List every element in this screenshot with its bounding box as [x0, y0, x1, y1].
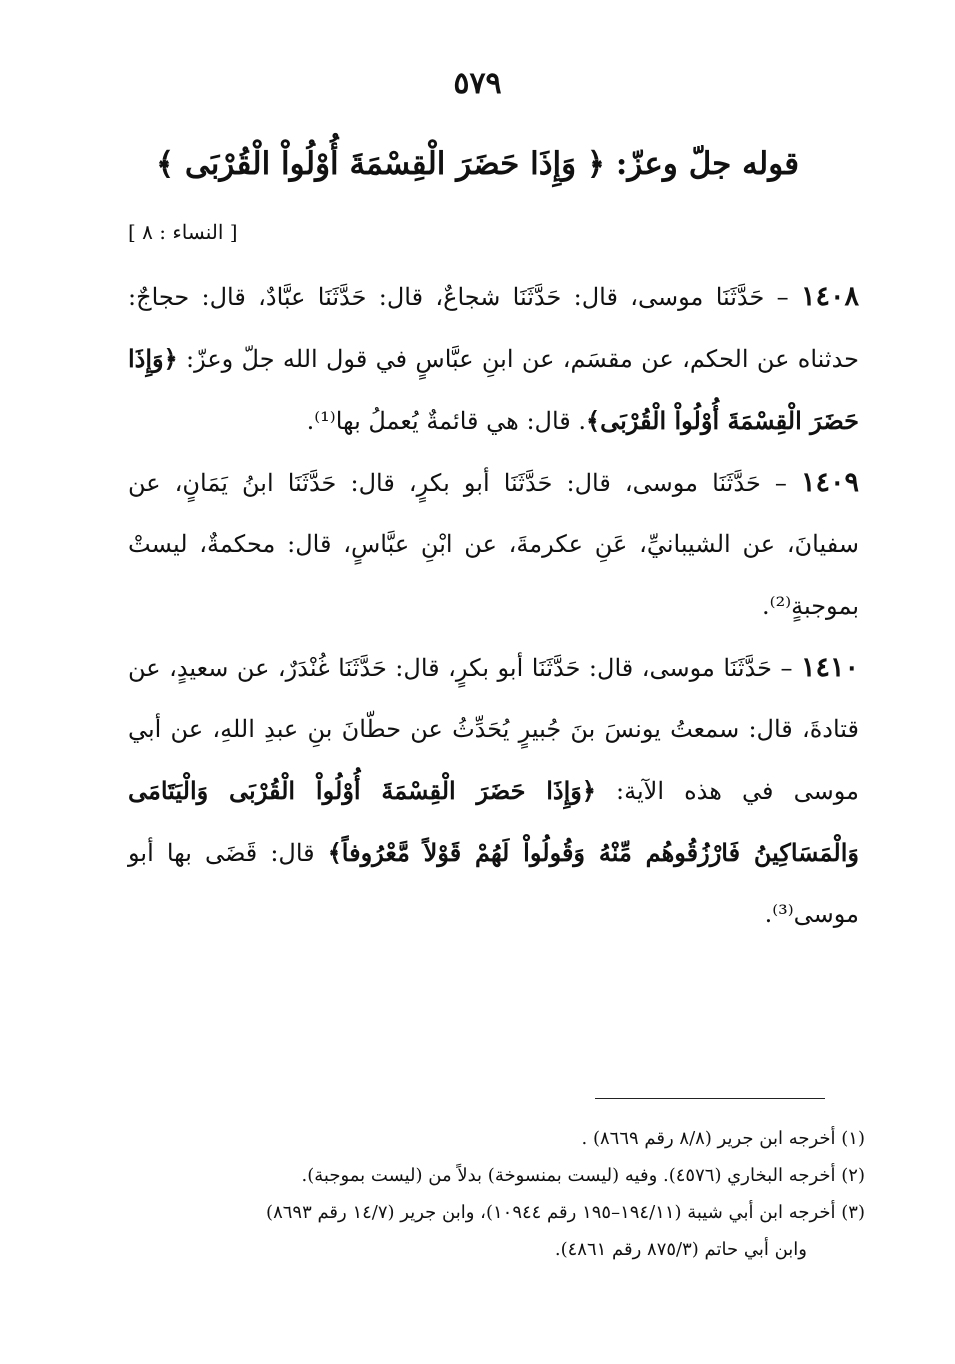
hadith-verse: ﴿وَإِذَا حَضَرَ الْقِسْمَةَ أُوْلُواْ الْقُرْبَى﴾ [128, 344, 859, 435]
hadith-text: – حَدَّثَنَا موسى، قال: حَدَّثَنَا أبو بكرٍ، قال: حَدَّثَنَا ابنُ يَمَانٍ، عن سفيانَ، عن الشيبانيِّ، عَنِ عكرمةَ، عن ابْنِ عبَّاسٍ، قال: محكمةٌ، ليستْ بموجبةٍ⁽²⁾. [128, 469, 859, 620]
hadith-text: – حَدَّثَنَا موسى، قال: حَدَّثَنَا شجاعٌ، قال: حَدَّثَنَا عبَّادٌ، قال: حجاجٌ: حدثناه عن الحكم، عن مقسَم، عن ابنِ عبَّاسٍ في قول الله جلّ وعزّ: [128, 283, 859, 373]
section-heading [90, 146, 865, 182]
hadith-1408 [128, 266, 859, 452]
surah-reference: [ النساء : ٨ ] [128, 220, 238, 244]
footnotes [120, 1120, 865, 1268]
heading-verse: ﴿ وَإِذَا حَضَرَ الْقِسْمَةَ أُوْلُواْ الْقُرْبَى ﴾ [155, 146, 606, 182]
footnote-1: (١) أخرجه ابن جرير (٨/٨ رقم ٨٦٦٩) . [581, 1128, 865, 1149]
footnote-3-continued: وابن أبي حاتم (٨٧٥/٣ رقم ٤٨٦١). [554, 1239, 807, 1260]
hadith-number: ١٤١٠ [800, 652, 859, 683]
hadith-number: ١٤٠٩ [800, 467, 859, 498]
footnote-separator [595, 1098, 825, 1099]
hadith-1410 [128, 637, 859, 945]
page-number: ٥٧٩ [453, 66, 502, 101]
hadith-text-end: قال: قَضَى بها أبو موسى⁽³⁾. [128, 839, 859, 928]
heading-prefix: قوله جلّ وعزّ: [605, 146, 800, 182]
footnote-3: (٣) أخرجه ابن أبي شيبة (١٩٤/١١–١٩٥ رقم ١٠٩٤٤)، وابن جرير (١٤/٧ رقم ٨٦٩٣) [266, 1202, 865, 1223]
hadith-1409 [128, 452, 859, 637]
hadith-text: – حَدَّثَنَا موسى، قال: حَدَّثَنَا أبو بكرٍ، قال: حَدَّثَنَا غُنْدَرٌ، عن سعيدٍ، عن قتادةَ، قال: سمعتُ يونسَ بنَ جُبيرٍ يُحَدِّثُ عن حطّانَ بنِ عبدِ اللهِ، عن أبي موسى في هذه الآية: [128, 654, 859, 805]
hadith-verse: ﴿وَإِذَا حَضَرَ الْقِسْمَةَ أُوْلُواْ الْقُرْبَى وَالْيَتَامَى وَالْمَسَاكِينُ فَارْزُقُوهُم مِّنْهُ وَقُولُواْ لَهُمْ قَوْلاً مَّعْرُوفاً﴾ [128, 776, 859, 867]
hadith-text-end: . قال: هي قائمةٌ يُعملُ بها⁽¹⁾. [306, 407, 587, 435]
footnote-2: (٢) أخرجه البخاري (٤٥٧٦). وفيه (ليست بمنسوخة) بدلاً من (ليست بموجبة). [301, 1165, 865, 1186]
hadith-number: ١٤٠٨ [800, 281, 859, 312]
hadith-list [128, 266, 859, 945]
